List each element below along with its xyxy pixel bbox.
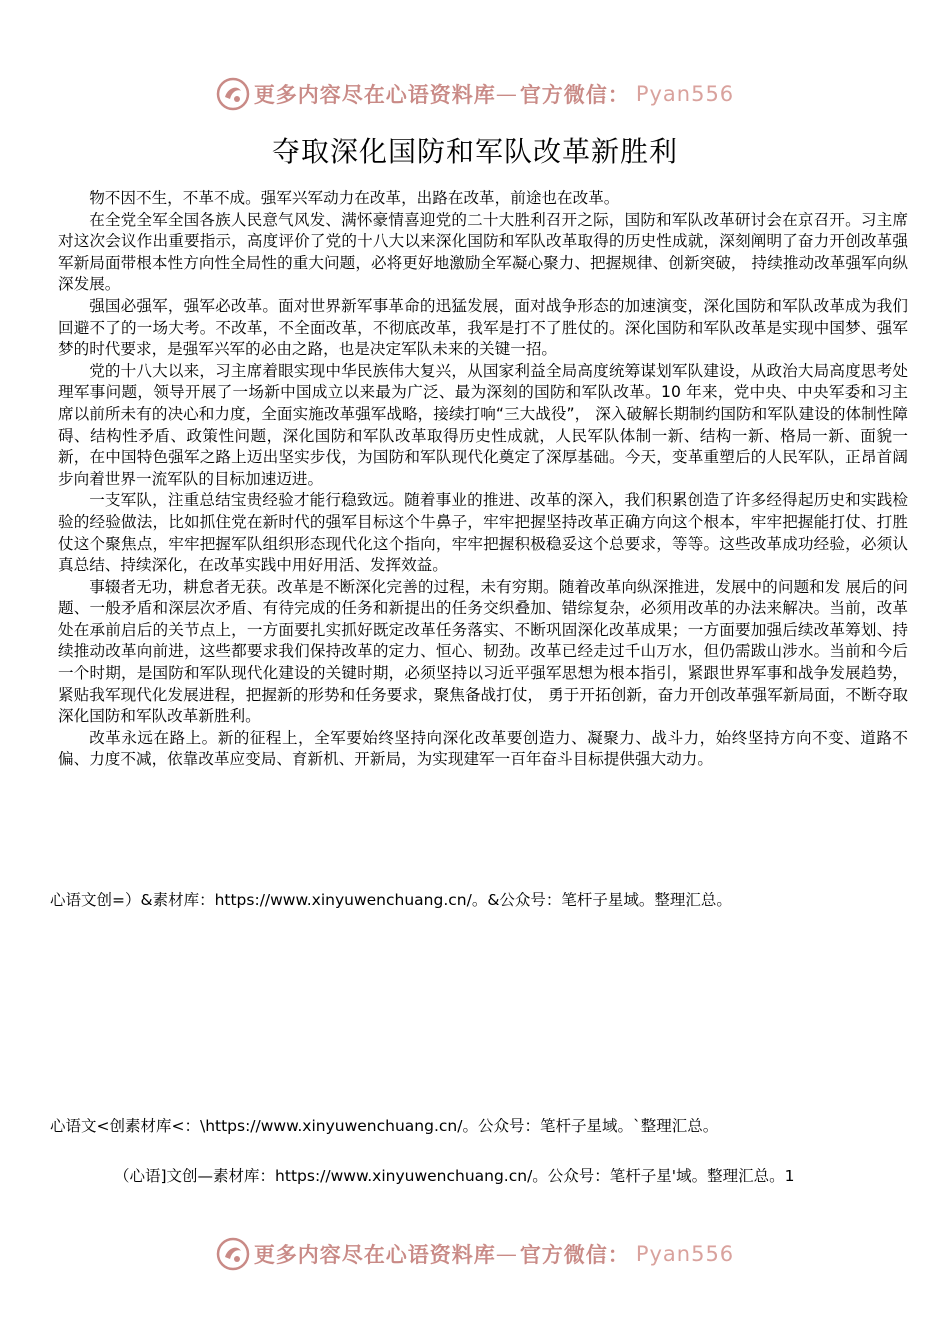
- brand-wechat-id: Pyan556: [635, 1242, 735, 1266]
- article-paragraph: 在全党全军全国各族人民意气风发、满怀豪情喜迎党的二十大胜利召开之际，国防和军队改革研讨会在京召开。习主席对这次会议作出重要指示，高度评价了党的十八大以来深化国防和军队改革取得的历史性成就，深刻阐明了奋力开创改革强军新局面带根本性方向性全局性的重大问题，必将更好地激励全军凝心聚力、把握规律、创新突破， 持续推动改革强军向纵深发展。: [58, 210, 908, 294]
- brand-separator: —: [495, 82, 518, 106]
- red-seal-logo-icon: [216, 77, 250, 111]
- brand-main-text: 更多内容尽在心语资料库: [253, 82, 496, 107]
- footer-brand-banner: [0, 1234, 950, 1274]
- brand-separator: —: [495, 1242, 518, 1266]
- brand-wechat-id: Pyan556: [635, 82, 735, 106]
- article-paragraph: 强国必强军，强军必改革。面对世界新军事革命的迅猛发展，面对战争形态的加速演变，深化国防和军队改革成为我们回避不了的一场大考。不改革，不全面改革，不彻底改革，我军是打不了胜仗的。深化国防和军队改革是实现中国梦、强军梦的时代要求，是强军兴军的必由之路，也是决定军队未来的关键一招。: [58, 296, 908, 359]
- article-paragraph: 改革永远在路上。新的征程上，全军要始终坚持向深化改革要创造力、凝聚力、战斗力，始终坚持方向不变、道路不偏、力度不减，依靠改革应变局、育新机、开新局，为实现建军一百年奋斗目标提供强大动力。: [58, 728, 908, 769]
- page-title: 夺取深化国防和军队改革新胜利: [271, 135, 678, 168]
- article-paragraph: 事辍者无功，耕怠者无获。改革是不断深化完善的过程，未有穷期。随着改革向纵深推进，发展中的问题和发 展后的问题、一般矛盾和深层次矛盾、有待完成的任务和新提出的任务交织叠加、错综复杂，必须用改革的办法来解决。当前，改革处在承前启后的关节点上，一方面要扎实抓好既定改革任务落实、不断巩固深化改革成果；一方面要加强后续改革筹划、持续推动改革向前进，这些都要求我们保持改革的定力、恒心、韧劲。改革已经走过千山万水，但仍需跋山涉水。当前和今后一个时期，是国防和军队现代化建设的关键时期，必须坚持以习近平强军思想为根本指引，紧跟世界军事和战争发展趋势，紧贴我军现代化发展进程，把握新的形势和任务要求，聚焦备战打仗， 勇于开拓创新，奋力开创改革强军新局面，不断夺取深化国防和军队改革新胜利。: [58, 577, 908, 726]
- brand-wechat-label: 官方微信：: [519, 82, 630, 107]
- article-paragraph: 物不因不生，不革不成。强军兴军动力在改革，出路在改革，前途也在改革。: [89, 189, 620, 207]
- red-seal-logo-icon: [216, 1237, 250, 1271]
- article-paragraph: 一支军队，注重总结宝贵经验才能行稳致远。随着事业的推进、改革的深入，我们积累创造了许多经得起历史和实践检验的经验做法，比如抓住党在新时代的强军目标这个牛鼻子，牢牢把握坚持改革正确方向这个根本，牢牢把握能打仗、打胜仗这个聚焦点，牢牢把握军队组织形态现代化这个指向，牢牢把握积极稳妥这个总要求，等等。这些改革成功经验，必须认真总结、持续深化，在改革实践中用好用活、发挥效益。: [58, 491, 908, 575]
- brand-wechat-label: 官方微信：: [519, 1242, 630, 1267]
- brand-main-text: 更多内容尽在心语资料库: [253, 1242, 496, 1267]
- article-paragraph: 党的十八大以来，习主席着眼实现中华民族伟大复兴，从国家利益全局高度统筹谋划军队建设，从政治大局高度思考处理军事问题，领导开展了一场新中国成立以来最为广泛、最为深刻的国防和军队改革。10 年来，党中央、中央军委和习主席以前所未有的决心和力度，全面实施改革强军战略，接续打响“三大战役”， 深入破解长期制约国防和军队建设的体制性障碍、结构性矛盾、政策性问题，深化国防和军队改革取得历史性成就，人民军队体制一新、结构一新、格局一新、面貌一新，在中国特色强军之路上迈出坚实步伐，为国防和军队现代化奠定了深厚基础。今天，变革重塑后的人民军队，正昂首阔步向着世界一流军队的目标加速迈进。: [58, 361, 908, 488]
- footer-note: 心语文创=）&素材库：https://www.xinyuwenchuang.cn/。&公众号：笔杆子星域。整理汇总。: [50, 891, 732, 909]
- footer-note: 心语文<创素材库<：\https://www.xinyuwenchuang.cn/。公众号：笔杆子星域。`整理汇总。: [50, 1117, 719, 1135]
- header-brand-banner: [0, 74, 950, 114]
- article-body: [58, 188, 908, 771]
- footer-note: （心语]文创—素材库：https://www.xinyuwenchuang.cn/。公众号：笔杆子星'域。整理汇总。1: [114, 1167, 795, 1185]
